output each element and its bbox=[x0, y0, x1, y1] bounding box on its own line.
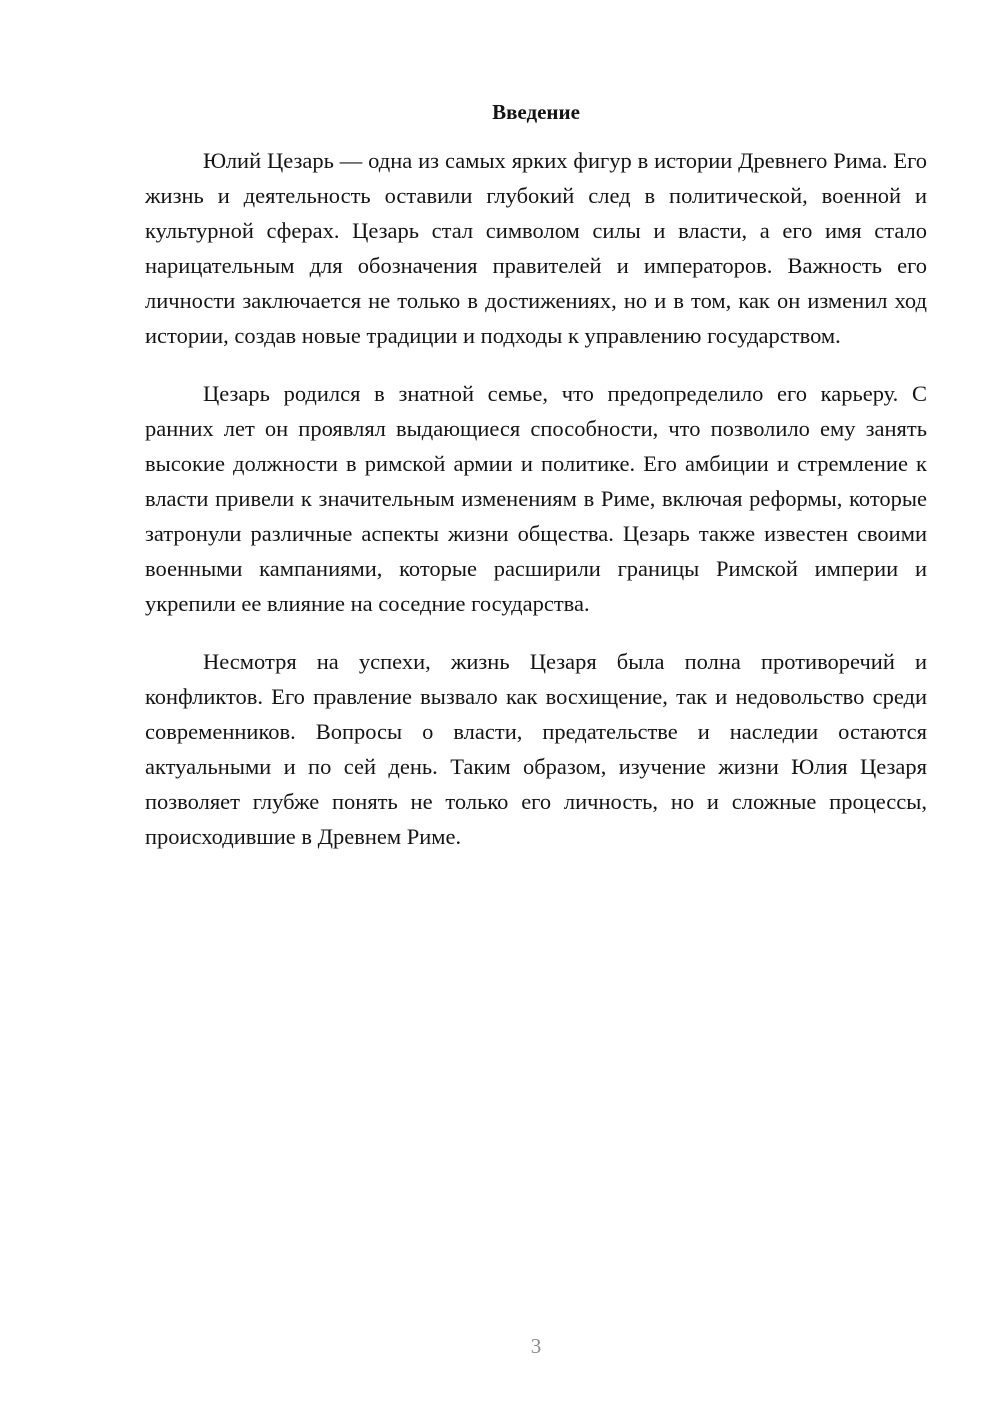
section-title: Введение bbox=[492, 100, 580, 124]
paragraph-2: Цезарь родился в знатной семье, что предопределило его карьеру. С ранних лет он проявлял выдающиеся способности, что позволило ему занять высокие должности в римской армии и политике. Его амбиции и стремление к власти привели к значительным изменениям в Риме, включая реформы, которые затронули различные аспекты жизни общества. Цезарь также известен своими военными кампаниями, которые расширили границы Римской империи и укрепили ее влияние на соседние государства. bbox=[145, 381, 927, 616]
paragraph-1: Юлий Цезарь — одна из самых ярких фигур в истории Древнего Рима. Его жизнь и деятельность оставили глубокий след в политической, военной и культурной сферах. Цезарь стал символом силы и власти, а его имя стало нарицательным для обозначения правителей и императоров. Важность его личности заключается не только в достижениях, но и в том, как он изменил ход истории, создав новые традиции и подходы к управлению государством. bbox=[145, 148, 927, 348]
paragraph-3: Несмотря на успехи, жизнь Цезаря была полна противоречий и конфликтов. Его правление вызвало как восхищение, так и недовольство среди современников. Вопросы о власти, предательстве и наследии остаются актуальными и по сей день. Таким образом, изучение жизни Юлия Цезаря позволяет глубже понять не только его личность, но и сложные процессы, происходившие в Древнем Риме. bbox=[145, 649, 927, 849]
body-text bbox=[145, 143, 927, 877]
page-number: 3 bbox=[530, 1334, 542, 1358]
